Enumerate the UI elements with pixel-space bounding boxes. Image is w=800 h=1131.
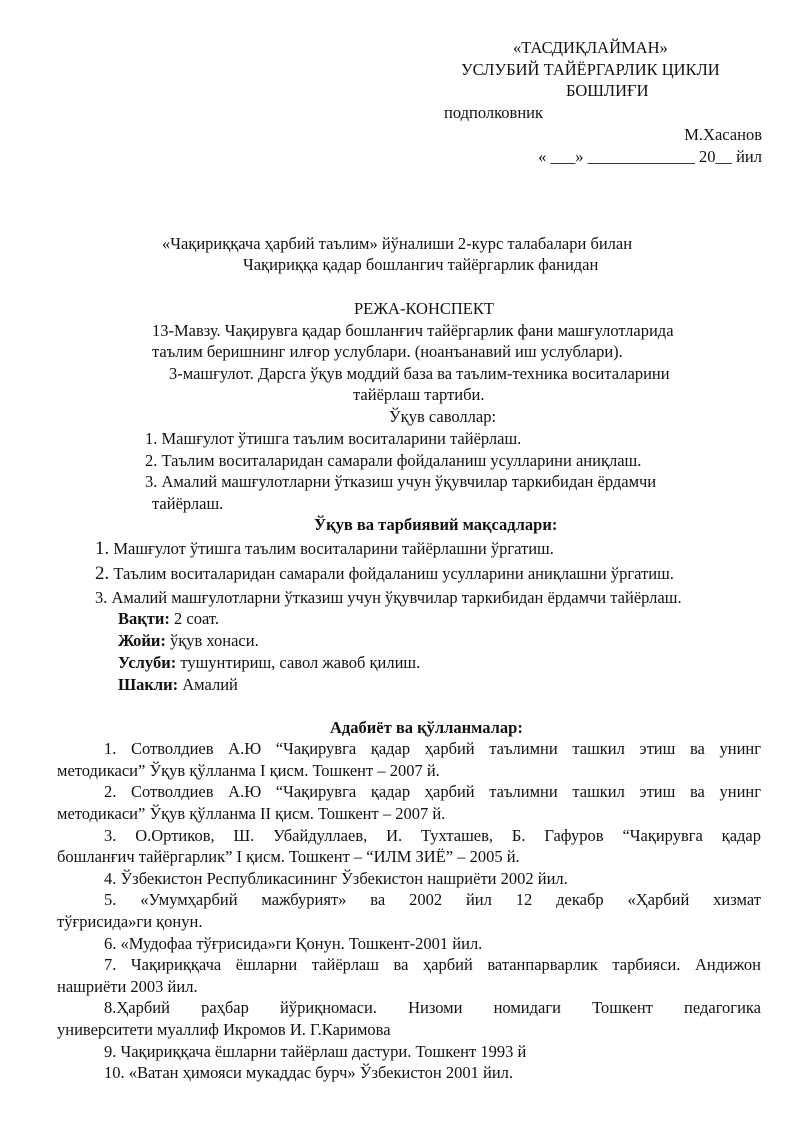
literature-item-8-first: 8.Ҳарбий раҳбар йўриқномаси. Низоми номидаги Тошкент педагогика xyxy=(104,998,761,1017)
topic-line1: 13-Мавзу. Чақирувга қадар бошланғич тайёргарлик фани машғулотларида xyxy=(152,321,674,340)
intro-line2: Чақириққа қадар бошлангич тайёргарлик фанидан xyxy=(243,255,599,274)
literature-item-3-rest: бошланғич тайёргарлик” I қисм. Тошкент – “ИЛМ ЗИЁ” – 2005 й. xyxy=(57,847,520,866)
literature-item-7-rest: нашриёти 2003 йил. xyxy=(57,977,198,996)
literature-item-8-rest: университети муаллиф Икромов И. Г.Каримова xyxy=(57,1020,391,1039)
topic-line2: таълим беришнинг илғор услублари. (ноанъанавий иш услублари). xyxy=(152,342,623,361)
detail-method xyxy=(118,652,420,674)
literature-item-10: 10. «Ватан ҳимояси мукаддас бурч» Ўзбекистон 2001 йил. xyxy=(104,1063,514,1082)
goals-title: Ўқув ва тарбиявий мақсадлари: xyxy=(314,515,558,534)
detail-place xyxy=(118,630,259,652)
question-item-2: 2. Таълим воситаларидан самарали фойдаланиш усулларини аниқлаш. xyxy=(145,451,642,470)
literature-item-3-first: 3. О.Ортиков, Ш. Убайдуллаев, И. Тухташев, Б. Гафуров “Чақирувга қадар xyxy=(104,826,761,845)
literature-item-4: 4. Ўзбекистон Республикасининг Ўзбекистон нашриёти 2002 йил. xyxy=(104,869,568,888)
lesson-line2: тайёрлаш тартиби. xyxy=(353,385,485,404)
goal-item-3: 3. Амалий машғулотларни ўтказиш учун ўқувчилар таркибидан ёрдамчи тайёрлаш. xyxy=(95,588,682,607)
goal-item-2-text: Таълим воситаларидан самарали фойдаланиш усулларини аниқлашни ўргатиш. xyxy=(109,564,674,583)
literature-title: Адабиёт ва қўлланмалар: xyxy=(330,718,523,737)
literature-item-1-rest: методикаси” Ўқув қўлланма I қисм. Тошкент – 2007 й. xyxy=(57,761,440,780)
literature-item-1-first: 1. Сотволдиев А.Ю “Чақирувга қадар ҳарбий таълимни ташкил этиш ва унинг xyxy=(104,739,761,758)
approval-date-line: « ___» _____________ 20__ йил xyxy=(538,147,762,166)
questions-title: Ўқув саволлар: xyxy=(389,407,497,426)
goal-item-1-text: Машғулот ўтишга таълим воситаларини тайёрлашни ўргатиш. xyxy=(109,539,554,558)
question-item-3: 3. Амалий машғулотларни ўтказиш учун ўқувчилар таркибидан ёрдамчи xyxy=(145,472,657,491)
approval-position-line2: БОШЛИҒИ xyxy=(566,81,649,100)
literature-item-9: 9. Чақириққача ёшларни тайёрлаш дастури. Тошкент 1993 й xyxy=(104,1042,527,1061)
goal-item-1 xyxy=(95,538,554,560)
literature-item-7-first: 7. Чақириққача ёшларни тайёрлаш ва ҳарбий ватанпарварлик тарбияси. Андижон xyxy=(104,955,761,974)
approval-rank: подполковник xyxy=(444,103,543,122)
detail-method-label: Услуби: xyxy=(118,653,177,672)
goal-item-2 xyxy=(95,563,674,585)
question-item-1: 1. Машғулот ўтишга таълим воситаларини тайёрлаш. xyxy=(145,429,522,448)
literature-item-5-first: 5. «Умумҳарбий мажбурият» ва 2002 йил 12 декабр «Ҳарбий хизмат xyxy=(104,890,761,909)
goal-item-2-number: 2. xyxy=(95,563,110,584)
lesson-line1: 3-машғулот. Дарсга ўқув моддий база ва таълим-техника воситаларини xyxy=(169,364,670,383)
detail-time-value: 2 соат. xyxy=(169,609,219,628)
detail-method-value: тушунтириш, савол жавоб қилиш. xyxy=(176,653,421,672)
detail-time xyxy=(118,608,219,630)
detail-place-value: ўқув хонаси. xyxy=(165,631,259,650)
plan-title: РЕЖА-КОНСПЕКТ xyxy=(354,299,494,318)
intro-line1: «Чақириққача ҳарбий таълим» йўналиши 2-курс талабалари билан xyxy=(162,234,633,253)
detail-form xyxy=(118,674,238,696)
approval-name: М.Хасанов xyxy=(684,125,762,144)
detail-place-label: Жойи: xyxy=(118,631,166,650)
literature-item-2-rest: методикаси” Ўқув қўлланма II қисм. Тошкент – 2007 й. xyxy=(57,804,446,823)
detail-form-value: Амалий xyxy=(178,675,238,694)
detail-form-label: Шакли: xyxy=(118,675,179,694)
literature-item-5-rest: тўғрисида»ги қонун. xyxy=(57,912,203,931)
approval-title: «ТАСДИҚЛАЙМАН» xyxy=(513,38,668,57)
literature-item-6: 6. «Мудофаа тўғрисида»ги Қонун. Тошкент-2001 йил. xyxy=(104,934,483,953)
question-item-3-continued: тайёрлаш. xyxy=(152,494,224,513)
approval-position-line1: УСЛУБИЙ ТАЙЁРГАРЛИК ЦИКЛИ xyxy=(461,60,720,79)
literature-item-2-first: 2. Сотволдиев А.Ю “Чақирувга қадар ҳарбий таълимни ташкил этиш ва унинг xyxy=(104,782,761,801)
detail-time-label: Вақти: xyxy=(118,609,170,628)
goal-item-1-number: 1. xyxy=(95,538,110,559)
